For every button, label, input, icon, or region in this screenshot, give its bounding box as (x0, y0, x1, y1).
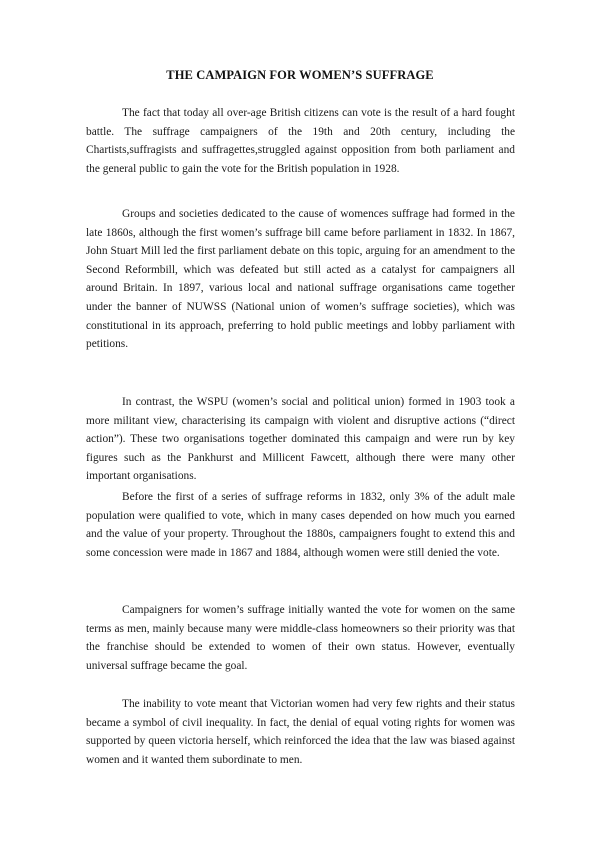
paragraph-3: In contrast, the WSPU (women’s social and political union) formed in 1903 took a more militant view, characterising its campaign with violent and disruptive actions (“direct action”). These two organisations together dominated this campaign and were run by key figures such as the Pankhurst and Millicent Fawcett, although there were many other important organisations. (86, 396, 515, 483)
paragraph-4: Before the first of a series of suffrage reforms in 1832, only 3% of the adult male population were qualified to vote, which in many cases depended on how much you earned and the value of your property. Throughout the 1880s, campaigners fought to extend this and some concession were made in 1867 and 1884, although women were still denied the vote. (86, 491, 515, 559)
document-title: THE CAMPAIGN FOR WOMEN’S SUFFRAGE (166, 68, 434, 82)
paragraph-6: The inability to vote meant that Victorian women had very few rights and their status became a symbol of civil inequality. In fact, the denial of equal voting rights for women was supported by queen victoria herself, which reinforced the idea that the law was biased against women and it wanted them subordinate to men. (86, 698, 515, 766)
paragraph-1: The fact that today all over-age British citizens can vote is the result of a hard fought battle. The suffrage campaigners of the 19th and 20th century, including the Chartists,suffragists and suffragettes,struggled against opposition from both parliament and the general public to gain the vote for the British population in 1928. (86, 107, 515, 175)
paragraph-5: Campaigners for women’s suffrage initially wanted the vote for women on the same terms as men, mainly because many were middle-class homeowners so their priority was that the franchise should be extended to women of their own status. However, eventually universal suffrage became the goal. (86, 604, 515, 672)
paragraph-2: Groups and societies dedicated to the cause of womences suffrage had formed in the late 1860s, although the first women’s suffrage bill came before parliament in 1832. In 1867, John Stuart Mill led the first parliament debate on this topic, arguing for an amendment to the Second Reformbill, which was defeated but still acted as a catalyst for campaigners all around Britain. In 1897, various local and national suffrage organisations came together under the banner of NUWSS (National union of women’s suffrage societies), which was constitutional in its approach, preferring to hold public meetings and lobby parliament with petitions. (86, 208, 515, 351)
